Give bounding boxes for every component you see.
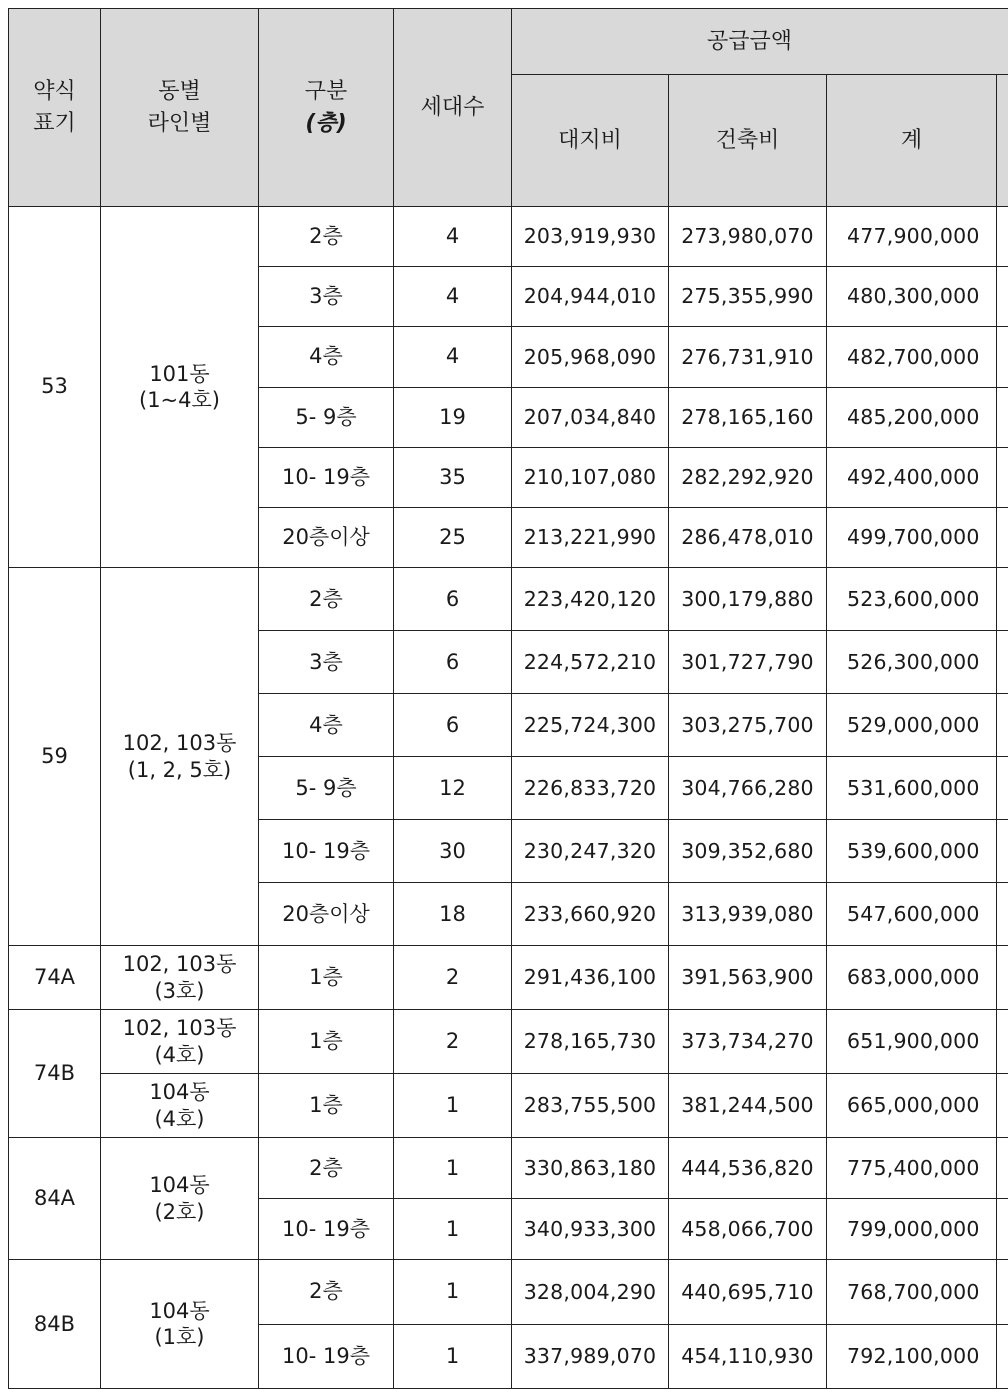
building-cell: 104동 (2호) (101, 1138, 259, 1260)
construction-cost-cell: 278,165,160 (669, 387, 827, 447)
extra-cell (997, 883, 1008, 946)
households-cell: 6 (394, 568, 512, 631)
land-cost-cell: 203,919,930 (512, 207, 669, 267)
supply-price-table (8, 8, 1008, 1389)
total-cell: 526,300,000 (827, 631, 997, 694)
type-cell: 74B (9, 1010, 101, 1138)
total-cell: 768,700,000 (827, 1260, 997, 1325)
land-cost-header: 대지비 (512, 75, 669, 207)
building-cell: 104동 (4호) (101, 1074, 259, 1138)
households-cell: 6 (394, 694, 512, 757)
construction-cost-cell: 303,275,700 (669, 694, 827, 757)
total-cell: 792,100,000 (827, 1324, 997, 1389)
households-cell: 1 (394, 1074, 512, 1138)
building-cell: 101동 (1~4호) (101, 207, 259, 568)
floor-cell: 1층 (259, 946, 394, 1010)
households-cell: 4 (394, 327, 512, 387)
households-cell: 1 (394, 1324, 512, 1389)
land-cost-cell: 210,107,080 (512, 447, 669, 507)
total-cell: 531,600,000 (827, 757, 997, 820)
extra-cell (997, 1010, 1008, 1074)
construction-cost-cell: 381,244,500 (669, 1074, 827, 1138)
land-cost-cell: 224,572,210 (512, 631, 669, 694)
type-cell: 84B (9, 1260, 101, 1389)
construction-cost-cell: 273,980,070 (669, 207, 827, 267)
building-cell: 102, 103동 (4호) (101, 1010, 259, 1074)
table-row (9, 1010, 1008, 1074)
households-cell: 6 (394, 631, 512, 694)
table-row (9, 1260, 1008, 1325)
type-cell: 74A (9, 946, 101, 1010)
households-cell: 4 (394, 267, 512, 327)
extra-cell (997, 507, 1008, 567)
total-cell: 480,300,000 (827, 267, 997, 327)
extra-cell (997, 1074, 1008, 1138)
floor-cell: 20층이상 (259, 507, 394, 567)
table-body (9, 207, 1008, 1389)
type-cell: 84A (9, 1138, 101, 1260)
construction-cost-cell: 309,352,680 (669, 820, 827, 883)
extra-cell (997, 1324, 1008, 1389)
extra-cell (997, 820, 1008, 883)
households-cell: 2 (394, 1010, 512, 1074)
floor-cell: 4층 (259, 327, 394, 387)
total-cell: 492,400,000 (827, 447, 997, 507)
floor-cell: 2층 (259, 1138, 394, 1199)
extra-cell (997, 568, 1008, 631)
extra-cell (997, 207, 1008, 267)
floor-cell: 10- 19층 (259, 447, 394, 507)
land-cost-cell: 225,724,300 (512, 694, 669, 757)
floor-cell: 10- 19층 (259, 1199, 394, 1260)
land-cost-cell: 233,660,920 (512, 883, 669, 946)
floor-cell: 2층 (259, 1260, 394, 1325)
extra-cell (997, 694, 1008, 757)
table-row (9, 207, 1008, 267)
floor-header: 구분 (층) (259, 9, 394, 207)
type-cell: 59 (9, 568, 101, 946)
floor-cell: 10- 19층 (259, 820, 394, 883)
table-row (9, 1138, 1008, 1199)
construction-cost-cell: 282,292,920 (669, 447, 827, 507)
total-cell: 477,900,000 (827, 207, 997, 267)
households-cell: 1 (394, 1199, 512, 1260)
total-cell: 485,200,000 (827, 387, 997, 447)
land-cost-cell: 213,221,990 (512, 507, 669, 567)
households-header: 세대수 (394, 9, 512, 207)
total-cell: 539,600,000 (827, 820, 997, 883)
building-cell: 102, 103동 (1, 2, 5호) (101, 568, 259, 946)
total-header: 계 (827, 75, 997, 207)
total-cell: 523,600,000 (827, 568, 997, 631)
extra-cell (997, 1199, 1008, 1260)
construction-cost-cell: 300,179,880 (669, 568, 827, 631)
land-cost-cell: 204,944,010 (512, 267, 669, 327)
construction-cost-cell: 458,066,700 (669, 1199, 827, 1260)
extra-cell (997, 447, 1008, 507)
extra-cell (997, 327, 1008, 387)
households-cell: 19 (394, 387, 512, 447)
construction-cost-cell: 454,110,930 (669, 1324, 827, 1389)
households-cell: 30 (394, 820, 512, 883)
total-cell: 683,000,000 (827, 946, 997, 1010)
construction-cost-cell: 286,478,010 (669, 507, 827, 567)
extra-cell (997, 631, 1008, 694)
households-cell: 2 (394, 946, 512, 1010)
floor-cell: 5- 9층 (259, 757, 394, 820)
construction-cost-cell: 301,727,790 (669, 631, 827, 694)
construction-cost-cell: 276,731,910 (669, 327, 827, 387)
total-cell: 799,000,000 (827, 1199, 997, 1260)
extra-cell (997, 267, 1008, 327)
table-header (9, 9, 1008, 207)
extra-cell (997, 387, 1008, 447)
building-header: 동별 라인별 (101, 9, 259, 207)
households-cell: 35 (394, 447, 512, 507)
construction-cost-header: 건축비 (669, 75, 827, 207)
land-cost-cell: 230,247,320 (512, 820, 669, 883)
floor-cell: 5- 9층 (259, 387, 394, 447)
land-cost-cell: 223,420,120 (512, 568, 669, 631)
households-cell: 1 (394, 1138, 512, 1199)
households-cell: 12 (394, 757, 512, 820)
land-cost-cell: 340,933,300 (512, 1199, 669, 1260)
households-cell: 18 (394, 883, 512, 946)
supply-price-header: 공급금액 (512, 9, 1008, 75)
households-cell: 4 (394, 207, 512, 267)
households-cell: 25 (394, 507, 512, 567)
floor-cell: 3층 (259, 267, 394, 327)
type-cell: 53 (9, 207, 101, 568)
land-cost-cell: 337,989,070 (512, 1324, 669, 1389)
total-cell: 547,600,000 (827, 883, 997, 946)
total-cell: 482,700,000 (827, 327, 997, 387)
floor-cell: 1층 (259, 1074, 394, 1138)
total-cell: 529,000,000 (827, 694, 997, 757)
land-cost-cell: 207,034,840 (512, 387, 669, 447)
households-cell: 1 (394, 1260, 512, 1325)
construction-cost-cell: 440,695,710 (669, 1260, 827, 1325)
extra-cell (997, 757, 1008, 820)
floor-cell: 2층 (259, 207, 394, 267)
total-cell: 665,000,000 (827, 1074, 997, 1138)
floor-cell: 4층 (259, 694, 394, 757)
construction-cost-cell: 373,734,270 (669, 1010, 827, 1074)
land-cost-cell: 291,436,100 (512, 946, 669, 1010)
land-cost-cell: 278,165,730 (512, 1010, 669, 1074)
construction-cost-cell: 313,939,080 (669, 883, 827, 946)
extra-cell (997, 946, 1008, 1010)
land-cost-cell: 328,004,290 (512, 1260, 669, 1325)
table-row (9, 946, 1008, 1010)
land-cost-cell: 226,833,720 (512, 757, 669, 820)
extra-header-cell (997, 75, 1008, 207)
extra-cell (997, 1138, 1008, 1199)
total-cell: 775,400,000 (827, 1138, 997, 1199)
floor-cell: 10- 19층 (259, 1324, 394, 1389)
type-header: 약식 표기 (9, 9, 101, 207)
floor-cell: 2층 (259, 568, 394, 631)
total-cell: 651,900,000 (827, 1010, 997, 1074)
building-cell: 104동 (1호) (101, 1260, 259, 1389)
land-cost-cell: 283,755,500 (512, 1074, 669, 1138)
construction-cost-cell: 444,536,820 (669, 1138, 827, 1199)
table-row (9, 568, 1008, 631)
table-row (9, 1074, 1008, 1138)
floor-cell: 1층 (259, 1010, 394, 1074)
land-cost-cell: 205,968,090 (512, 327, 669, 387)
land-cost-cell: 330,863,180 (512, 1138, 669, 1199)
floor-cell: 20층이상 (259, 883, 394, 946)
construction-cost-cell: 391,563,900 (669, 946, 827, 1010)
construction-cost-cell: 304,766,280 (669, 757, 827, 820)
floor-cell: 3층 (259, 631, 394, 694)
extra-cell (997, 1260, 1008, 1325)
construction-cost-cell: 275,355,990 (669, 267, 827, 327)
building-cell: 102, 103동 (3호) (101, 946, 259, 1010)
total-cell: 499,700,000 (827, 507, 997, 567)
